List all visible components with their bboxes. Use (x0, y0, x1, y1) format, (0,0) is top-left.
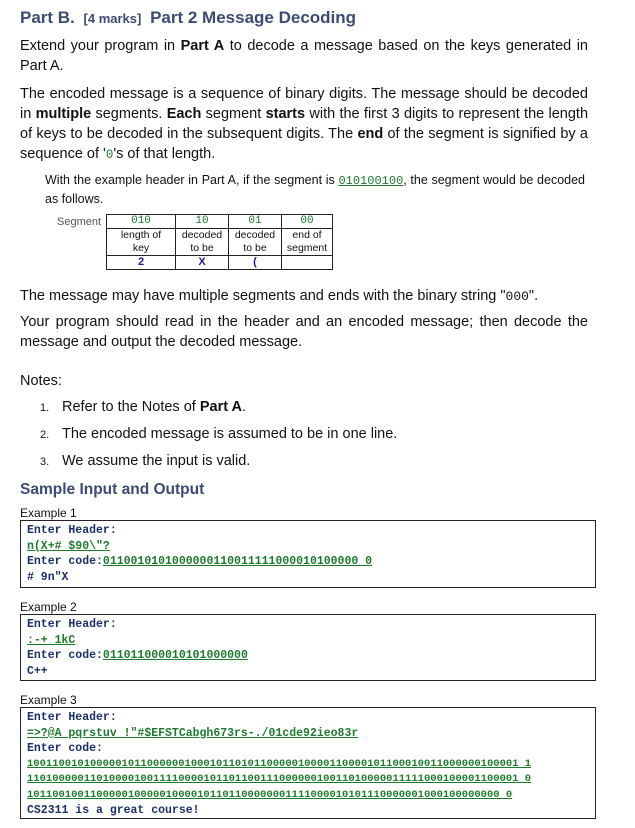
segment-output-cell: X (176, 256, 229, 270)
segment-code-row (107, 215, 333, 229)
header-prompt: Enter Header: (27, 618, 117, 631)
marks-label: [4 marks] (83, 11, 142, 26)
header-input: :-+ 1kC (27, 633, 76, 647)
header-input: n(X+# $90\"? (27, 539, 110, 553)
example-1-box (20, 520, 596, 588)
segment-label: Segment (57, 216, 102, 228)
sample-heading: Sample Input and Output (20, 481, 205, 498)
decoded-output: C++ (27, 664, 48, 678)
header-input: =>?@A pqrstuv !"#$EFSTCabgh673rs-./01cde92ieo83r (27, 726, 359, 740)
code-input: 0110010101000000110011111000010100000 0 (102, 555, 373, 568)
segment-desc-cell: end of segment (282, 229, 333, 256)
code-prompt: Enter code: (27, 742, 103, 755)
segment-code-cell: 01 (229, 215, 282, 229)
code-prompt: Enter code: (27, 555, 103, 568)
intro-paragraph-1: Extend your program in Part A to decode a message based on the keys generated in Part A. (20, 38, 588, 74)
code-prompt: Enter code: (27, 649, 103, 662)
header-prompt: Enter Header: (27, 524, 117, 537)
segment-code-cell: 010 (107, 215, 176, 229)
segment-output-cell: ( (229, 256, 282, 270)
header-prompt: Enter Header: (27, 711, 117, 724)
segment-code-cell: 00 (282, 215, 333, 229)
segment-desc-cell: decoded to be (176, 229, 229, 256)
example-2-box (20, 614, 596, 681)
code-input-line: 101100100110000010000010000101101100000001111000010101110000001000100000000 0 (27, 788, 513, 801)
segment-desc-cell: decoded to be (229, 229, 282, 256)
example-note: With the example header in Part A, if the segment is 010100100, the segment would be decoded as follows. (45, 173, 586, 206)
section-heading (20, 8, 356, 28)
paragraph-3: The message may have multiple segments and ends with the binary string "000". (20, 288, 539, 304)
example-3-box (20, 707, 596, 819)
notes-title: Notes: (20, 373, 62, 389)
note-item-3: 3. We assume the input is valid. (40, 453, 251, 469)
paragraph-4: Your program should read in the header and an encoded message; then decode the message and output the decoded message. (20, 314, 588, 350)
decoded-output: # 9n"X (27, 570, 69, 584)
code-input-line: 110100000110100001001111000010110110011100000010011010000011111000100001100001 0 (27, 773, 532, 785)
section-title: Part 2 Message Decoding (150, 8, 357, 27)
segment-table (106, 214, 333, 270)
example-1-title: Example 1 (20, 506, 77, 520)
intro-paragraph-2: The encoded message is a sequence of binary digits. The message should be decoded in multiple segments. Each segment starts with the first 3 digits to represent the length of keys to be decoded in the subsequent digits. The end of the segment is signified by a sequence of '0's of that length. (20, 86, 589, 162)
segment-code-cell: 10 (176, 215, 229, 229)
decoded-output: CS2311 is a great course! (27, 804, 200, 817)
example-3-title: Example 3 (20, 693, 77, 707)
example-segment-code: 010100100 (338, 174, 404, 188)
segment-output-cell: 2 (107, 256, 176, 270)
part-label: Part B. (20, 8, 75, 27)
note-item-1: 1. Refer to the Notes of Part A. (40, 399, 247, 415)
code-input: 011011000010101000000 (102, 649, 248, 662)
segment-output-cell (282, 256, 333, 270)
segment-desc-cell: length of key (107, 229, 176, 256)
code-input-line: 100110010100000101100000010001011010110000010000110000101100010011000000100001 1 (27, 757, 532, 770)
segment-output-row (107, 256, 333, 270)
example-2-title: Example 2 (20, 600, 77, 614)
note-item-2: 2. The encoded message is assumed to be in one line. (40, 426, 398, 442)
segment-desc-row (107, 229, 333, 256)
